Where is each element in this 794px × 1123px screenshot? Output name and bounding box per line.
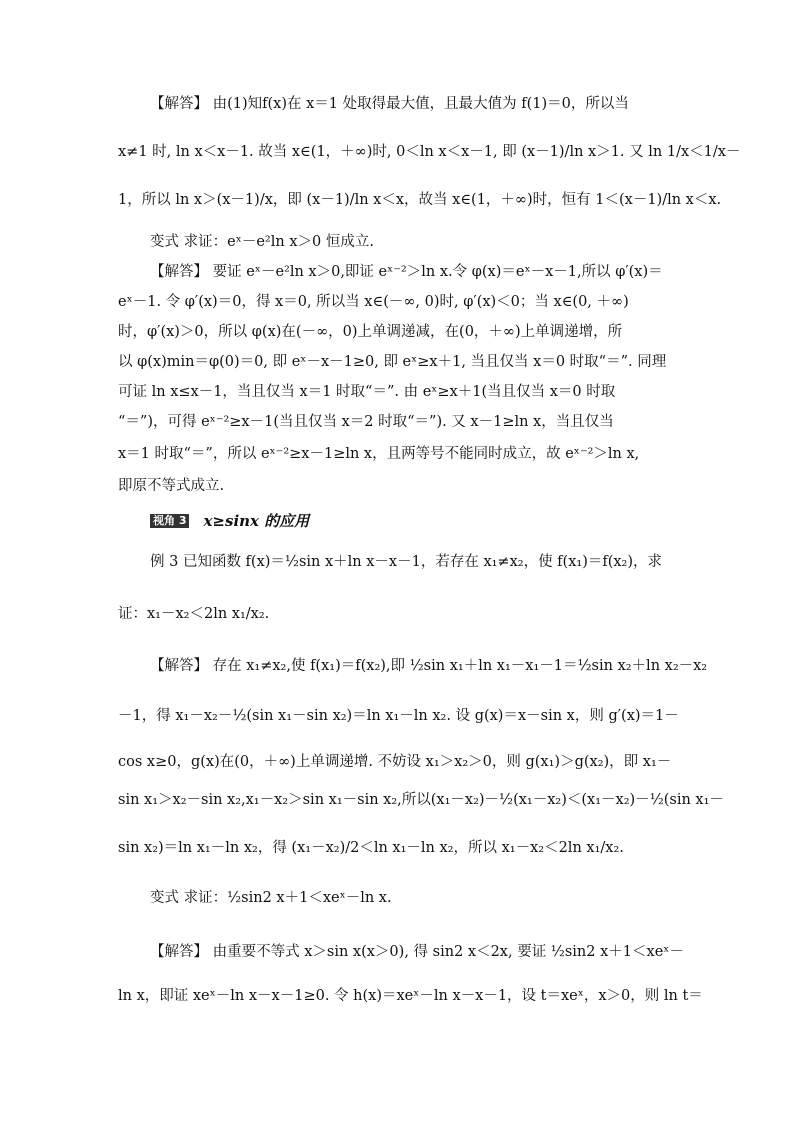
text-line: x≠1 时, ln x＜x－1. 故当 x∈(1，＋∞)时, 0＜ln x＜x－1, 即 (x－1)/ln x＞1. 又 ln 1/x＜1/x－ <box>118 144 741 160</box>
text-line: sin x₂)＝ln x₁－ln x₂，得 (x₁－x₂)/2＜ln x₁－ln x₂，所以 x₁－x₂＜2ln x₁/x₂. <box>118 840 624 856</box>
text-line: 即原不等式成立. <box>118 478 225 494</box>
text-line: “＝”)，可得 eˣ⁻²≥x－1(当且仅当 x＝2 时取“＝”). 又 x－1≥ln x，当且仅当 <box>118 414 614 430</box>
text-line: 证：x₁－x₂＜2ln x₁/x₂. <box>118 606 270 622</box>
text-line: 【解答】 要证 eˣ－e²ln x＞0,即证 eˣ⁻²＞ln x.令 φ(x)＝eˣ－x－1,所以 φ′(x)＝ <box>150 264 663 280</box>
text-line: 【解答】 由重要不等式 x＞sin x(x＞0), 得 sin2 x＜2x, 要证 ½sin2 x＋1＜xeˣ－ <box>150 944 684 960</box>
text-line: eˣ－1. 令 φ′(x)＝0，得 x＝0, 所以当 x∈(－∞, 0)时, φ′(x)＜0；当 x∈(0, ＋∞) <box>118 294 629 310</box>
section-badge: 视角 3 <box>150 514 189 528</box>
text-line: 可证 ln x≤x－1，当且仅当 x＝1 时取“＝”. 由 eˣ≥x＋1(当且仅当 x＝0 时取 <box>118 384 616 400</box>
section-heading <box>150 510 309 531</box>
text-line: 时，φ′(x)＞0，所以 φ(x)在(－∞，0)上单调递减，在(0，＋∞)上单调递增，所 <box>118 324 623 340</box>
text-line: x＝1 时取“＝”，所以 eˣ⁻²≥x－1≥ln x，且两等号不能同时成立，故 eˣ⁻²＞ln x, <box>118 446 640 462</box>
section-title: x≥sinx 的应用 <box>203 512 310 530</box>
text-line: 以 φ(x)min＝φ(0)＝0, 即 eˣ－x－1≥0, 即 eˣ≥x＋1, 当且仅当 x＝0 时取“＝”. 同理 <box>118 354 667 370</box>
text-line: 【解答】 存在 x₁≠x₂,使 f(x₁)＝f(x₂),即 ½sin x₁＋ln x₁－x₁－1＝½sin x₂＋ln x₂－x₂ <box>150 658 708 674</box>
text-line: －1，得 x₁－x₂－½(sin x₁－sin x₂)＝ln x₁－ln x₂. 设 g(x)＝x－sin x，则 g′(x)＝1－ <box>118 708 679 724</box>
text-line: cos x≥0，g(x)在(0，＋∞)上单调递增. 不妨设 x₁＞x₂＞0，则 g(x₁)＞g(x₂)，即 x₁－ <box>118 754 672 770</box>
text-line: ln x，即证 xeˣ－ln x－x－1≥0. 令 h(x)＝xeˣ－ln x－x－1，设 t＝xeˣ，x＞0，则 ln t＝ <box>118 988 703 1004</box>
text-line: 1，所以 ln x＞(x－1)/x，即 (x－1)/ln x＜x，故当 x∈(1，＋∞)时，恒有 1＜(x－1)/ln x＜x. <box>118 192 722 208</box>
text-line: 变式 求证：½sin2 x＋1＜xeˣ－ln x. <box>150 890 392 906</box>
text-line: 例 3 已知函数 f(x)＝½sin x＋ln x－x－1，若存在 x₁≠x₂，使 f(x₁)＝f(x₂)，求 <box>150 554 663 570</box>
text-line: 变式 求证：eˣ－e²ln x＞0 恒成立. <box>150 234 374 250</box>
text-line: sin x₁＞x₂－sin x₂,x₁－x₂＞sin x₁－sin x₂,所以(x₁－x₂)－½(x₁－x₂)＜(x₁－x₂)－½(sin x₁－ <box>118 792 724 808</box>
text-line: 【解答】 由(1)知f(x)在 x＝1 处取得最大值，且最大值为 f(1)＝0，所以当 <box>150 96 629 112</box>
